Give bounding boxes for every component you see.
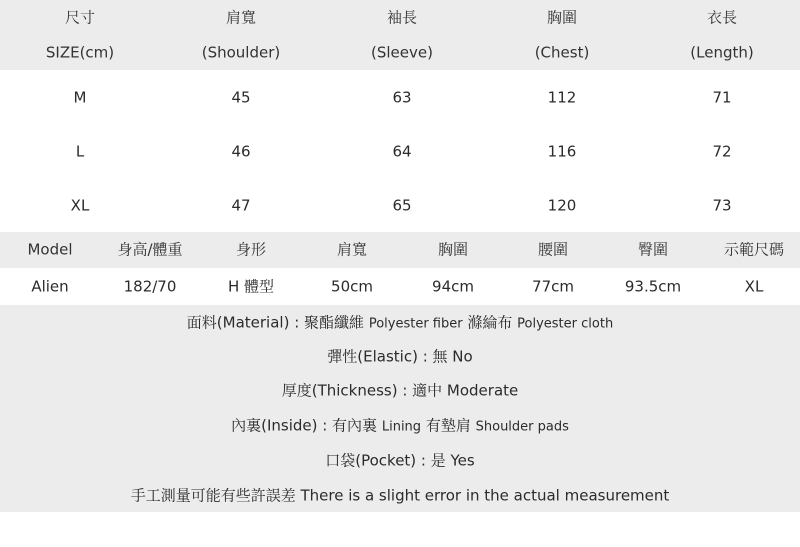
sleeve-cell: 65 xyxy=(392,196,412,215)
waist-cell: 77cm xyxy=(532,277,574,296)
inside-pad-cn: 有墊肩 xyxy=(425,416,471,435)
material-polyester-cloth: Polyester cloth xyxy=(517,316,614,332)
height-weight-cell: 182/70 xyxy=(123,277,177,296)
material-polyester-fiber: Polyester fiber xyxy=(368,316,463,332)
model-name-cell: Alien xyxy=(31,277,69,296)
col-header-shoulder-cn: 肩寬 xyxy=(225,8,257,27)
chest-cell: 116 xyxy=(547,142,577,161)
inside-pad-en: Shoulder pads xyxy=(475,419,569,435)
col-header-size-cn: 尺寸 xyxy=(64,8,96,27)
shoulder-cell: 45 xyxy=(231,88,251,107)
col-header-sleeve-en: (Sleeve) xyxy=(371,43,433,62)
model-size-cell: XL xyxy=(744,277,764,296)
col-header-chest-en: (Chest) xyxy=(534,43,590,62)
length-cell: 72 xyxy=(712,142,732,161)
col-header-height-weight: 身高/體重 xyxy=(117,240,183,259)
col-header-body-shape: 身形 xyxy=(235,240,267,259)
chest-cell: 112 xyxy=(547,88,577,107)
thickness-line: 厚度(Thickness) : 適中 Moderate xyxy=(281,381,519,400)
col-header-chest: 胸圍 xyxy=(437,240,469,259)
col-header-chest-cn: 胸圍 xyxy=(546,8,578,27)
size-cell: L xyxy=(75,142,85,161)
info-panel xyxy=(0,305,800,512)
pocket-line: 口袋(Pocket) : 是 Yes xyxy=(325,451,475,470)
col-header-model: Model xyxy=(27,240,73,259)
sleeve-cell: 64 xyxy=(392,142,412,161)
material-label: 面料(Material) : 聚酯纖維 xyxy=(186,313,365,332)
chest-cell: 94cm xyxy=(432,277,474,296)
length-cell: 71 xyxy=(712,88,732,107)
size-cell: M xyxy=(73,88,87,107)
material-cn2: 滌綸布 xyxy=(467,313,513,332)
size-cell: XL xyxy=(70,196,90,215)
col-header-waist: 腰圍 xyxy=(537,240,569,259)
shoulder-cell: 46 xyxy=(231,142,251,161)
chest-cell: 120 xyxy=(547,196,577,215)
col-header-model-size: 示範尺碼 xyxy=(723,240,785,259)
inside-lining: Lining xyxy=(381,419,422,435)
col-header-length-en: (Length) xyxy=(690,43,754,62)
sleeve-cell: 63 xyxy=(392,88,412,107)
inside-label: 內裏(Inside) : 有內裏 xyxy=(231,416,378,435)
col-header-sleeve-cn: 袖長 xyxy=(386,8,418,27)
col-header-length-cn: 衣長 xyxy=(706,8,738,27)
elastic-line: 彈性(Elastic) : 無 No xyxy=(327,347,473,366)
col-header-size-en: SIZE(cm) xyxy=(45,43,115,62)
measurement-note: 手工測量可能有些許誤差 There is a slight error in the actual measurement xyxy=(130,486,670,505)
material-line xyxy=(0,313,800,332)
col-header-hip: 臀圍 xyxy=(637,240,669,259)
shoulder-cell: 47 xyxy=(231,196,251,215)
length-cell: 73 xyxy=(712,196,732,215)
hip-cell: 93.5cm xyxy=(624,277,682,296)
col-header-shoulder: 肩寬 xyxy=(336,240,368,259)
shoulder-cell: 50cm xyxy=(331,277,373,296)
inside-line xyxy=(0,416,800,435)
col-header-shoulder-en: (Shoulder) xyxy=(201,43,281,62)
body-shape-cell: H 體型 xyxy=(227,277,275,296)
